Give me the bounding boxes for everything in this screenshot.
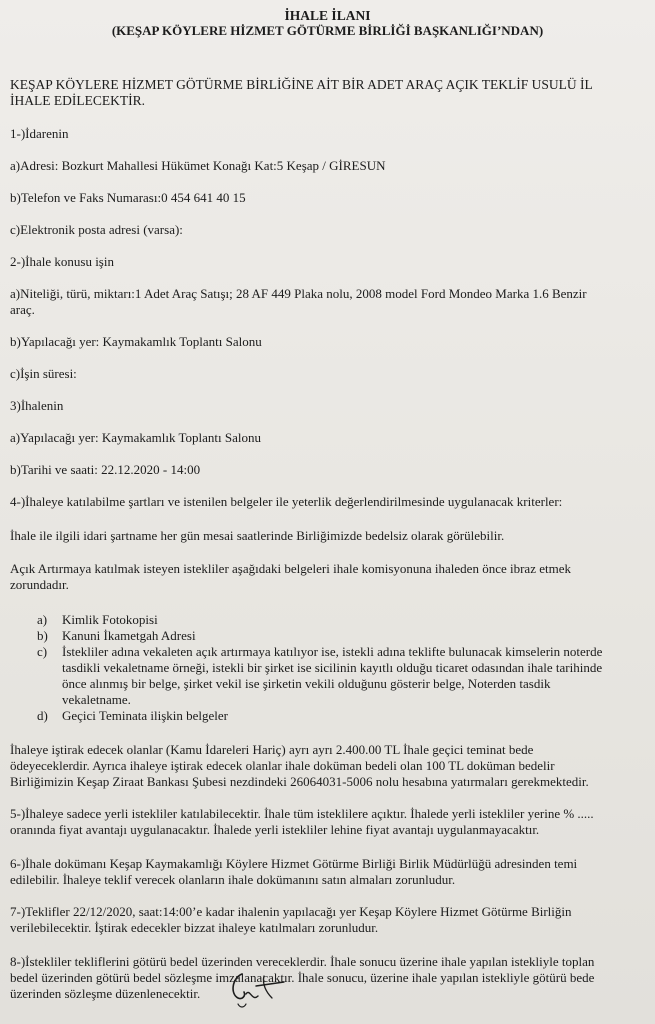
tender-place: a)Yapılacağı yer: Kaymakamlık Toplantı Salonu — [10, 430, 261, 445]
administration-phone: b)Telefon ve Faks Numarası:0 454 641 40 15 — [10, 190, 246, 205]
intro-line-1: KEŞAP KÖYLERE HİZMET GÖTÜRME BİRLİĞİNE AİT BİR ADET ARAÇ AÇIK TEKLİF USULÜ İL — [10, 77, 593, 92]
section-1-heading: 1-)İdarenin — [10, 126, 69, 141]
section-3-heading: 3)İhalenin — [10, 398, 64, 413]
specifications-note: İhale ile ilgili idari şartname her gün mesai saatlerinde Birliğimizde bedelsiz olarak görülebilir. — [10, 528, 505, 543]
list-item-letter: b) — [37, 628, 48, 643]
section-8-line-2: bedel üzerinden götürü bedel sözleşme imzalanacaktır. İhale sonucu, üzerine ihale yapılan istekliyle götürü bede — [10, 970, 595, 985]
section-2-heading: 2-)İhale konusu işin — [10, 254, 114, 269]
administration-email: c)Elektronik posta adresi (varsa): — [10, 222, 183, 237]
tender-subject-place: b)Yapılacağı yer: Kaymakamlık Toplantı Salonu — [10, 334, 262, 349]
intro-line-2: İHALE EDİLECEKTİR. — [10, 93, 145, 108]
section-8-line-1: 8-)İstekliler tekliflerini götürü bedel üzerinden vereceklerdir. İhale sonucu üzerine ihale yapılan istekliyle toplan — [10, 954, 595, 969]
section-5-line-2: oranında fiyat avantajı uygulanacaktır. İhalede yerli istekliler lehine fiyat avantajı uygulanmayacaktır. — [10, 822, 540, 837]
section-7-line-1: 7-)Teklifler 22/12/2020, saat:14:00’e kadar ihalenin yapılacağı yer Keşap Köylere Hizmet Götürme Birliğin — [10, 904, 572, 919]
list-item-continuation: önce alınmış bir belge, şirket vekil ise şirketin vekili olduğunu gösterir belge, Noterden tasdik — [62, 676, 551, 691]
section-7-line-2: verilebilecektir. İştirak edecekler bizzat ihaleye katılmaları zorunludur. — [10, 920, 379, 935]
administration-address: a)Adresi: Bozkurt Mahallesi Hükümet Konağı Kat:5 Keşap / GİRESUN — [10, 158, 386, 173]
section-6-line-1: 6-)İhale dokümanı Keşap Kaymakamlığı Köylere Hizmet Götürme Birliği Birlik Müdürlüğü adresinden temi — [10, 856, 578, 871]
tender-subject-line-1: a)Niteliği, türü, miktarı:1 Adet Araç Satışı; 28 AF 449 Plaka nolu, 2008 model Ford Mondeo Marka 1.6 Benzir — [10, 286, 587, 301]
section-4-heading: 4-)İhaleye katılabilme şartları ve istenilen belgeler ile yeterlik değerlendirilmesinde uygulanacak kriterler: — [10, 494, 563, 509]
documents-intro-line-1: Açık Artırmaya katılmak isteyen istekliler aşağıdaki belgeleri ihale komisyonuna ihaleden önce ibraz etmek — [10, 561, 571, 576]
bond-line-1: İhaleye iştirak edecek olanlar (Kamu İdareleri Hariç) ayrı ayrı 2.400.00 TL İhale geçici teminat bede — [10, 742, 534, 757]
list-item-letter: a) — [37, 612, 48, 627]
list-item: Kimlik Fotokopisi — [62, 612, 158, 627]
section-8-line-3: üzerinden sözleşme düzenlenecektir. — [10, 986, 201, 1001]
list-item: Geçici Teminata ilişkin belgeler — [62, 708, 228, 723]
documents-intro-line-2: zorundadır. — [10, 577, 69, 592]
list-item-letter: d) — [37, 708, 48, 723]
tender-datetime: b)Tarihi ve saati: 22.12.2020 - 14:00 — [10, 462, 201, 477]
tender-subject-line-2: araç. — [10, 302, 35, 317]
handwritten-signature — [228, 968, 288, 1010]
list-item-letter: c) — [37, 644, 48, 659]
section-6-line-2: edilebilir. İhaleye teklif verecek olanların ihale dokümanını satın almaları zorunludur. — [10, 872, 456, 887]
bond-line-2: ödeyeceklerdir. Ayrıca ihaleye iştirak edecek olanlar ihale doküman bedeli olan 100 TL doküman bedelir — [10, 758, 555, 773]
list-item: İstekliler adına vekaleten açık artırmaya katılıyor ise, istekli adına teklifte bulunacak kimselerin noterde — [62, 644, 603, 659]
document-subtitle: (KEŞAP KÖYLERE HİZMET GÖTÜRME BİRLİĞİ BAŞKANLIĞI’NDAN) — [111, 23, 544, 38]
bond-line-3: Birliğimizin Keşap Ziraat Bankası Şubesi nezdindeki 26064031-5006 nolu hesabına yatırmaları gerekmektedir. — [10, 774, 589, 789]
list-item: Kanuni İkametgah Adresi — [62, 628, 196, 643]
tender-subject-duration: c)İşin süresi: — [10, 366, 77, 381]
list-item-continuation: vekaletname. — [62, 692, 131, 707]
list-item-continuation: tasdikli vekaletname örneği, istekli bir şirket ise sicilinin kayıtlı olduğu ticaret odasından ihale tarihinde — [62, 660, 603, 675]
document-title: İHALE İLANI — [284, 8, 371, 23]
section-5-line-1: 5-)İhaleye sadece yerli istekliler katılabilecektir. İhale tüm isteklilere açıktır. İhalede yerli istekliler yerine % ..... — [10, 806, 594, 821]
